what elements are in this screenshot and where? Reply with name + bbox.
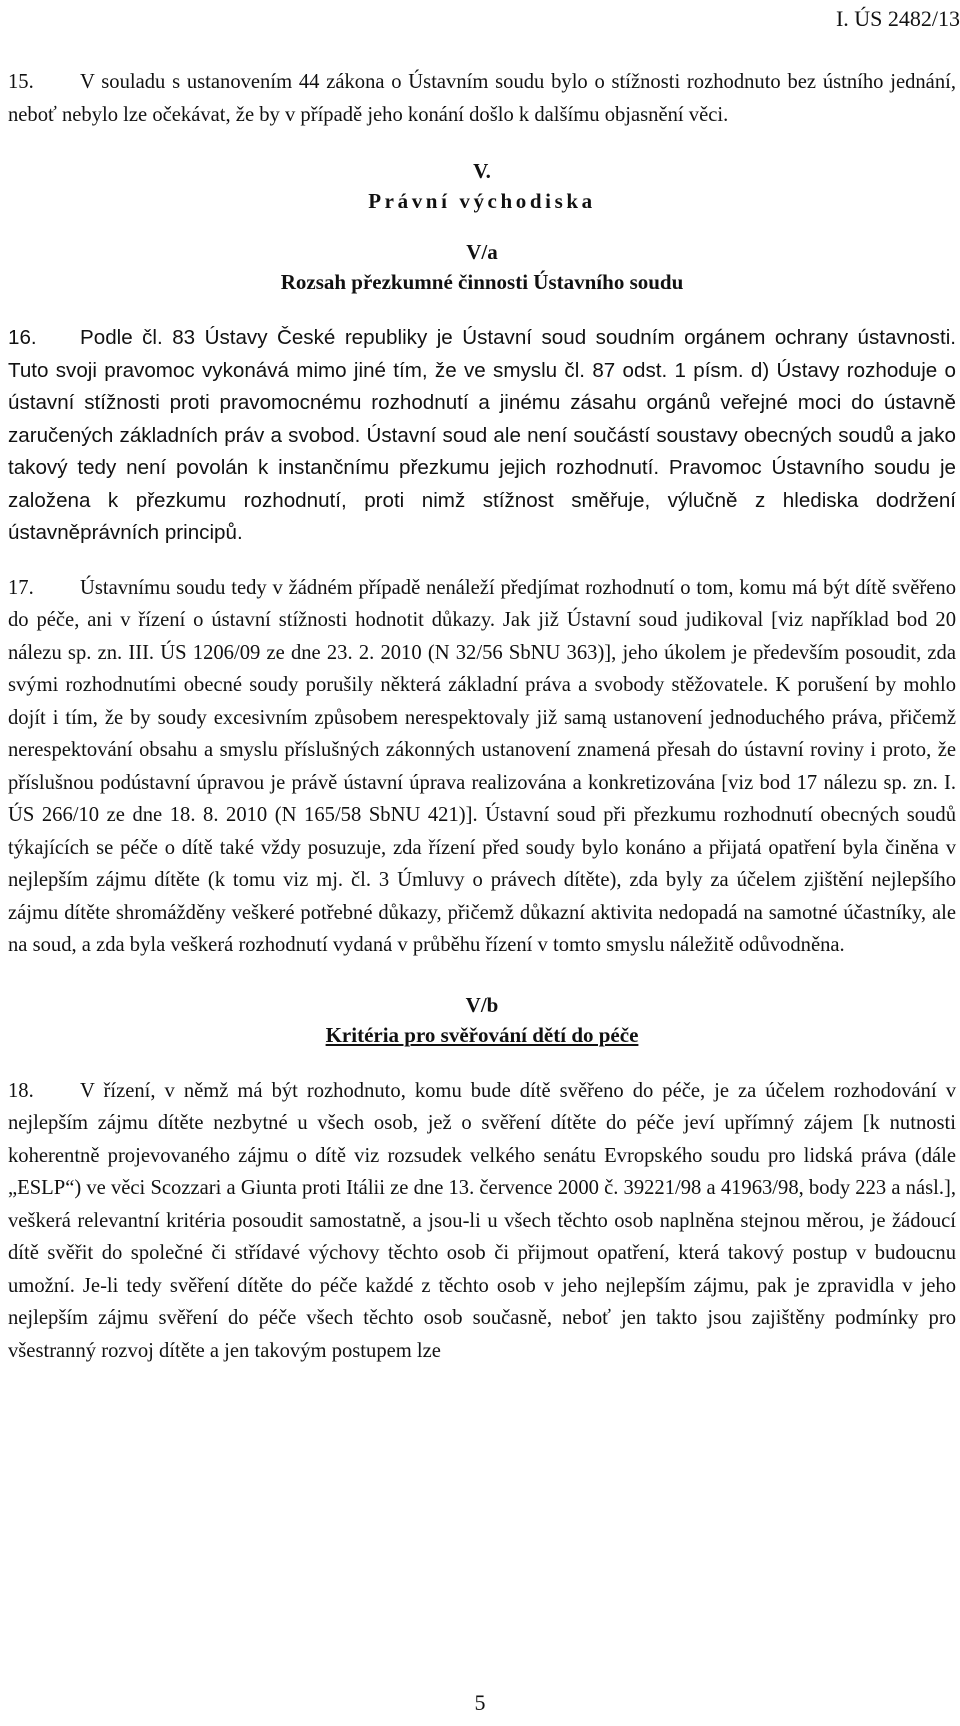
- paragraph-16: [8, 322, 956, 550]
- section-number: V.: [473, 159, 491, 183]
- paragraph-text: V řízení, v němž má být rozhodnuto, komu bude dítě svěřeno do péče, je za účelem rozhodování v nejlepším zájmu dítěte nezbytné u všech osob, jež o svěření dítěte do péče jeví upřímný zájem [k nutnosti koherentně projevovaného zájmu o dítě viz rozsudek velkého senátu Evropského soudu pro lidská práva (dále „ESLP“) ve věci Scozzari a Giunta proti Itálii ze dne 13. července 2000 č. 39221/98 a 41963/98, body 223 a násl.], veškerá relevantní kritéria posoudit samostatně, a jsou-li u všech těchto osob naplněna stejnou měrou, je žádoucí dítě svěřit do společné či střídavé výchovy těchto osob či přijmout opatření, která takový postup v budoucnu umožní. Je-li tedy svěření dítěte do péče každé z těchto osob v jeho nejlepším zájmu, pak je zpravidla v jeho nejlepším zájmu svěření do péče všech těchto osob současně, neboť jen takto jsou zajištěny podmínky pro všestranný rozvoj dítěte a jen takovým postupem lze: [8, 1079, 956, 1362]
- paragraph-text: Podle čl. 83 Ústavy České republiky je Ústavní soud soudním orgánem ochrany ústavnosti. Tuto svoji pravomoc vykonává mimo jiné tím, že ve smyslu čl. 87 odst. 1 písm. d) Ústavy rozhoduje o ústavní stížnosti proti pravomocnému rozhodnutí a jinému zásahu orgánů veřejné moci do ústavně zaručených základních práv a svobod. Ústavní soud ale není součástí soustavy obecných soudů a jako takový tedy není povolán k instančnímu přezkumu jejich rozhodnutí. Pravomoc Ústavního soudu je založena k přezkumu rozhodnutí, proti nimž stížnost směřuje, výlučně z hlediska dodržení ústavněprávních principů.: [8, 326, 956, 544]
- subsection-label: V/a: [466, 240, 498, 264]
- subsection-heading: Kritéria pro svěřování dětí do péče: [325, 1022, 639, 1047]
- subsection-label: V/b: [465, 992, 499, 1017]
- paragraph-18: [8, 1075, 956, 1368]
- paragraph-number: 16.: [8, 326, 37, 349]
- paragraph-number: 15.: [8, 71, 34, 93]
- paragraph-number: 17.: [8, 576, 34, 599]
- document-body: [8, 66, 956, 1367]
- paragraph-text: Ústavnímu soudu tedy v žádném případě nenáleží předjímat rozhodnutí o tom, komu má být dítě svěřeno do péče, ani v řízení o ústavní stížnosti hodnotit důkazy. Jak již Ústavní soud judikoval [viz například bod 20 nálezu sp. zn. III. ÚS 1206/09 ze dne 23. 2. 2010 (N 32/56 SbNU 363)], jeho úkolem je především posoudit, zda svými rozhodnutími obecné soudy porušily některá základní práva a svobody stěžovatele. K porušení by mohlo dojít i tím, že by soudy excesivním způsobem nerespektovaly již samą ustanovení jednoduchého práva, přičemž nerespektování obsahu a smyslu příslušných zákonných ustanovení znamená přesah do ústavní roviny i proto, že příslušnou podústavní úpravou je právě ústavní úprava realizována a konkretizována [viz bod 17 nálezu sp. zn. I. ÚS 266/10 ze dne 18. 8. 2010 (N 165/58 SbNU 421)]. Ústavní soud při přezkumu rozhodnutí obecných soudů týkajících se péče o dítě také vždy posuzuje, zda řízení před soudy bylo konáno a přijatá opatření byla činěna v nejlepším zájmu dítěte (k tomu viz mj. čl. 3 Úmluvy o právech dítěte), zda byly za účelem zjištění nejlepšího zájmu dítěte shromážděny veškeré potřebné důkazy, přičemž důkazní aktivita nedopadá na samotné účastníky, ale na soud, a zda byla veškerá rozhodnutí vydaná v průběhu řízení v tomto smyslu náležitě odůvodněna.: [8, 576, 956, 956]
- subsection-heading: Rozsah přezkumné činnosti Ústavního soudu: [280, 270, 684, 294]
- paragraph-17: [8, 572, 956, 962]
- case-reference: I. ÚS 2482/13: [835, 6, 960, 31]
- paragraph-number: 18.: [8, 1079, 34, 1102]
- section-heading: Právní východiska: [368, 189, 596, 213]
- paragraph-text: V souladu s ustanovením 44 zákona o Ústavním soudu bylo o stížnosti rozhodnuto bez ústního jednání, neboť nebylo lze očekávat, že by v případě jeho konání došlo k dalšímu objasnění věci.: [8, 71, 956, 126]
- page-number: 5: [474, 1690, 486, 1715]
- paragraph-15: [8, 66, 956, 131]
